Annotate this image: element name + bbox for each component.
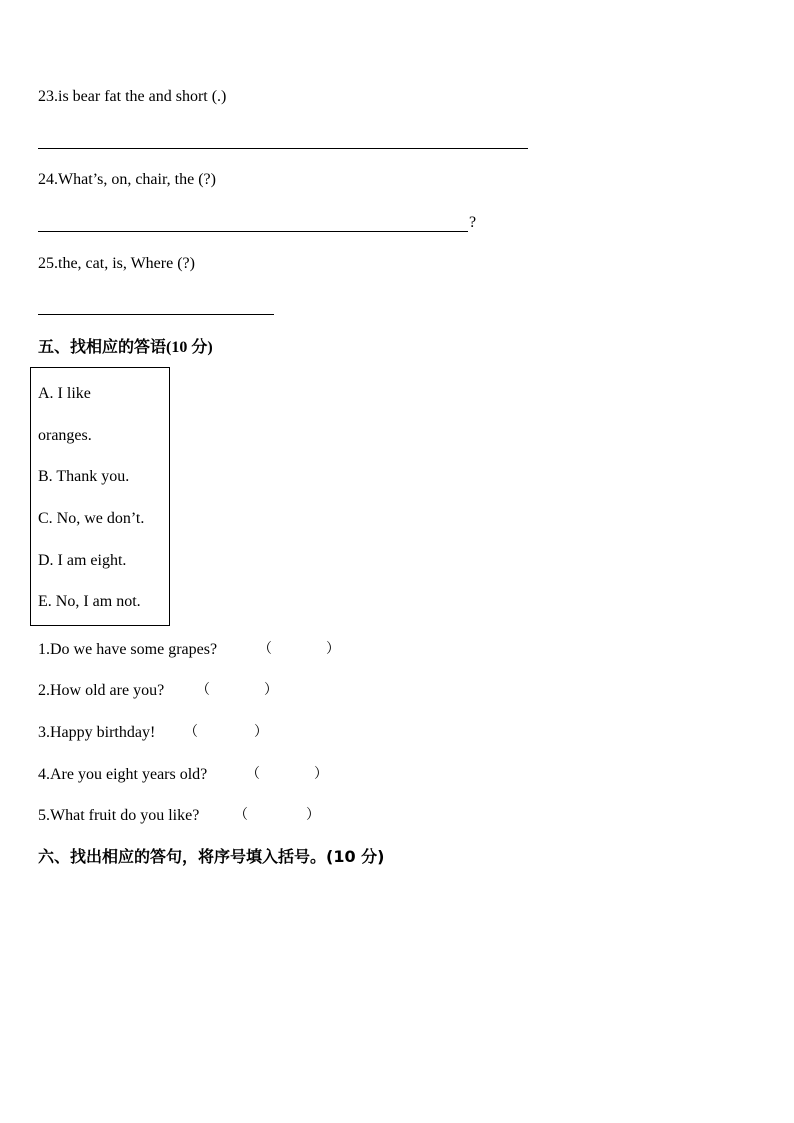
answer-line-25[interactable] (38, 314, 274, 315)
answer-paren-close-4[interactable]: ） (314, 767, 328, 782)
question-25 (38, 254, 195, 274)
question-text: the, cat, is, Where (?) (58, 255, 195, 272)
answer-line-24[interactable] (38, 231, 468, 232)
section-5-title: 五、找相应的答语 (38, 337, 167, 356)
option-d: D. I am eight. (38, 552, 127, 569)
question-24 (38, 170, 216, 190)
question-number: 24. (38, 171, 58, 188)
section-5-score: (10 分) (166, 339, 213, 356)
answer-paren-open-3[interactable]: （ (184, 725, 198, 740)
option-a: A. I like (38, 385, 91, 402)
option-e: E. No, I am not. (38, 593, 141, 610)
answer-paren-close-3[interactable]: ） (254, 725, 268, 740)
section-5-heading (38, 337, 213, 358)
answer-paren-open-1[interactable]: （ (258, 642, 272, 657)
match-question-4: 4.Are you eight years old? (38, 766, 208, 783)
option-b: B. Thank you. (38, 468, 130, 485)
answer-paren-open-5[interactable]: （ (234, 808, 248, 823)
answer-paren-open-4[interactable]: （ (246, 767, 260, 782)
question-number: 25. (38, 255, 58, 272)
question-text: is bear fat the and short (.) (58, 88, 227, 105)
answer-paren-close-5[interactable]: ） (306, 808, 320, 823)
question-text: What’s, on, chair, the (?) (58, 171, 216, 188)
question-23 (38, 87, 226, 107)
match-question-3: 3.Happy birthday! (38, 724, 156, 741)
section-6-heading: 六、找出相应的答句，将序号填入括号。(10 分) (38, 847, 385, 866)
answer-paren-close-1[interactable]: ） (326, 642, 340, 657)
question-number: 23. (38, 88, 58, 105)
answer-suffix-24: ? (469, 214, 477, 231)
answer-line-23[interactable] (38, 148, 528, 149)
match-question-5: 5.What fruit do you like? (38, 807, 200, 824)
options-box (30, 367, 170, 626)
option-a-continued: oranges. (38, 427, 92, 444)
match-question-2: 2.How old are you? (38, 682, 165, 699)
answer-paren-open-2[interactable]: （ (196, 683, 210, 698)
option-c: C. No, we don’t. (38, 510, 145, 527)
match-question-1: 1.Do we have some grapes? (38, 641, 218, 658)
answer-paren-close-2[interactable]: ） (264, 683, 278, 698)
